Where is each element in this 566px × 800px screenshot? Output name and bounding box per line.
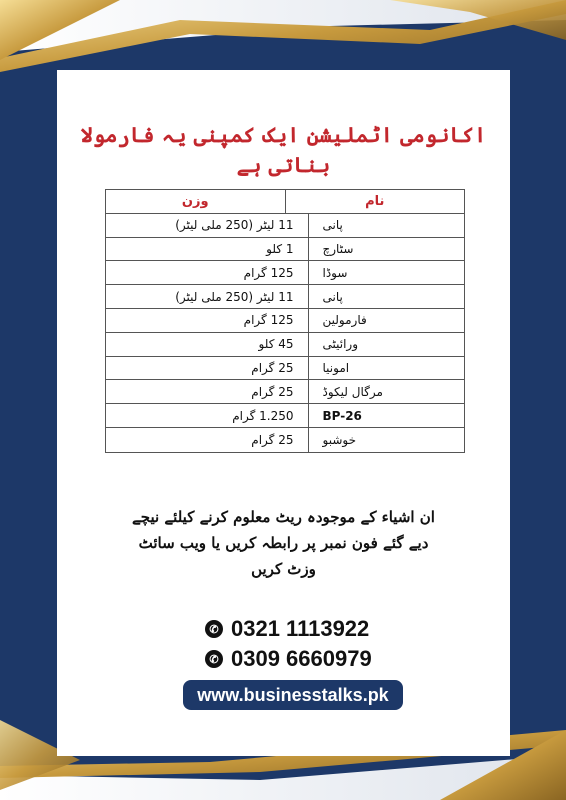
- row-name: امونیا: [322, 360, 350, 375]
- info-line-3: وزٹ کریں: [251, 560, 316, 578]
- info-line-2: دیے گئے فون نمبر پر رابطہ کریں یا ویب سائٹ: [138, 534, 429, 552]
- page-title: اکانومی اٹملیشن ایک کمپنی یہ فارمولا بناتی ہے: [80, 122, 487, 177]
- info-text: [77, 504, 490, 582]
- table-row: [106, 333, 464, 357]
- table-row: [106, 261, 464, 285]
- table-row: [106, 380, 464, 404]
- table-row: [106, 428, 464, 452]
- row-name: پانی: [322, 218, 343, 233]
- row-weight: 125 گرام: [243, 313, 294, 328]
- row-weight: 25 گرام: [251, 360, 294, 375]
- table-row: [106, 357, 464, 381]
- row-weight: 25 گرام: [251, 432, 294, 447]
- row-weight: 11 لیٹر (250 ملی لیٹر): [175, 218, 294, 233]
- row-name: خوشبو: [322, 432, 356, 447]
- formula-table: [105, 189, 465, 453]
- row-weight: 25 گرام: [251, 384, 294, 399]
- row-weight: 125 گرام: [243, 265, 294, 280]
- table-row: [106, 214, 464, 238]
- header-weight: وزن: [181, 193, 209, 209]
- phone-number-1[interactable]: [205, 616, 369, 642]
- row-name: ورائیٹی: [322, 337, 359, 352]
- info-line-1: ان اشیاء کے موجودہ ریٹ معلوم کرنے کیلئے نیچے: [132, 508, 435, 526]
- phone-number-1-text: 0321 1113922: [231, 616, 370, 641]
- table-row: [106, 309, 464, 333]
- row-name: BP-26: [322, 408, 362, 423]
- row-weight: 45 کلو: [258, 337, 294, 352]
- table-row: [106, 238, 464, 262]
- table-header-row: [106, 190, 464, 214]
- phone-number-2[interactable]: [205, 646, 372, 672]
- row-name: مرگال لیکوڈ: [322, 384, 383, 399]
- website-link[interactable]: www.businesstalks.pk: [183, 680, 403, 710]
- row-name: سوڈا: [322, 265, 348, 280]
- row-name: فارمولین: [322, 313, 367, 328]
- content-card: [57, 70, 510, 756]
- row-weight: 1.250 گرام: [232, 408, 294, 423]
- table-row: [106, 285, 464, 309]
- phone-number-2-text: 0309 6660979: [231, 646, 372, 671]
- whatsapp-icon: ✆: [205, 650, 223, 668]
- row-weight: 11 لیٹر (250 ملی لیٹر): [175, 289, 294, 304]
- table-row: [106, 404, 464, 428]
- row-weight: 1 کلو: [266, 241, 294, 256]
- row-name: سٹارچ: [322, 241, 354, 256]
- row-name: پانی: [322, 289, 343, 304]
- header-name: نام: [365, 193, 385, 209]
- whatsapp-icon: ✆: [205, 620, 223, 638]
